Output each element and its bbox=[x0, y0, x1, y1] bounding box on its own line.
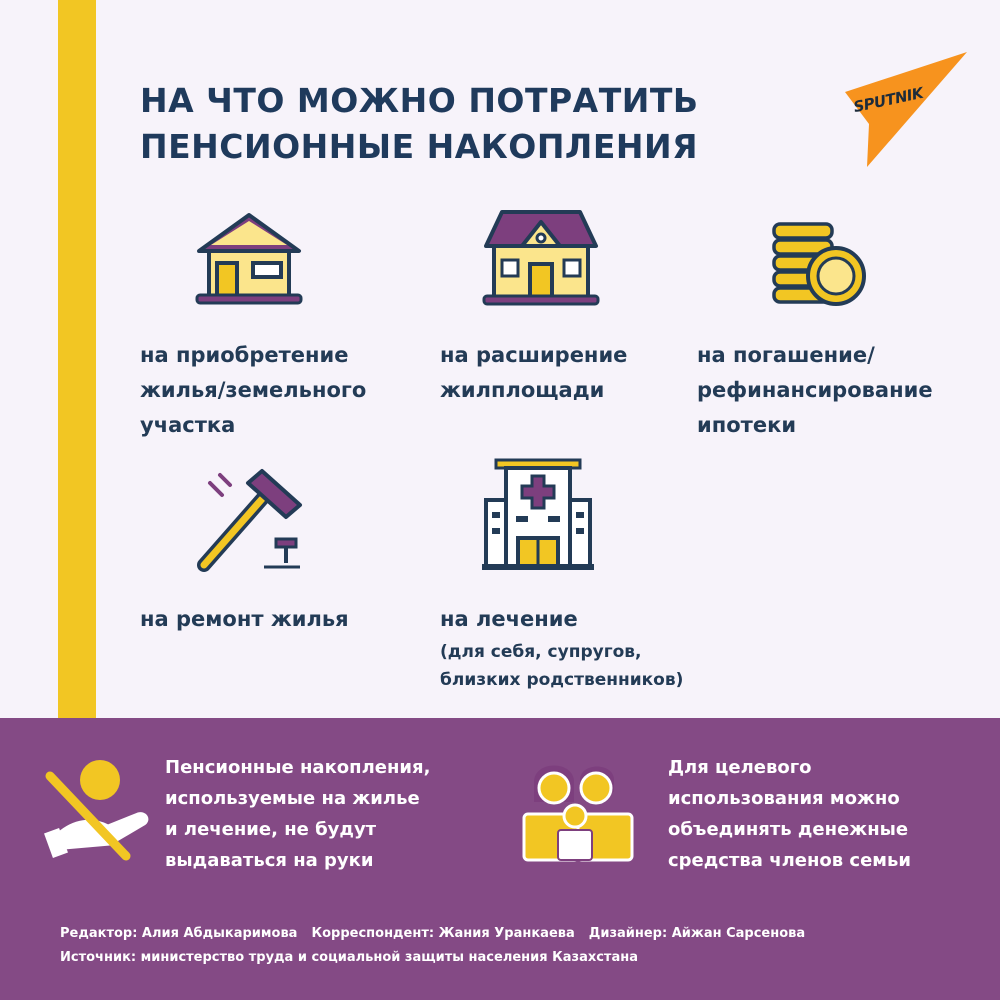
title-line-2: ПЕНСИОННЫЕ НАКОПЛЕНИЯ bbox=[140, 127, 699, 166]
note-line: Для целевого bbox=[668, 757, 812, 778]
caption-line: ипотеки bbox=[697, 413, 797, 437]
yellow-accent-bar bbox=[58, 0, 96, 718]
note-family-funds bbox=[668, 752, 988, 876]
caption-line: на лечение bbox=[440, 607, 578, 631]
credit-correspondent: Корреспондент: Жания Уранкаева bbox=[311, 926, 575, 941]
title-line-1: НА ЧТО МОЖНО ПОТРАТИТЬ bbox=[140, 81, 699, 120]
caption-line: участка bbox=[140, 413, 236, 437]
no-cash-hand-icon bbox=[40, 752, 158, 862]
family-icon bbox=[518, 752, 636, 862]
large-house-icon bbox=[482, 208, 600, 306]
caption-line: на приобретение bbox=[140, 343, 349, 367]
caption-line: на ремонт жилья bbox=[140, 607, 349, 631]
page-title bbox=[140, 78, 780, 170]
note-line: использования можно bbox=[668, 788, 900, 809]
caption-home-repair bbox=[140, 602, 420, 637]
hammer-icon bbox=[196, 465, 306, 575]
note-line: средства членов семьи bbox=[668, 850, 911, 871]
note-line: Пенсионные накопления, bbox=[165, 757, 431, 778]
caption-line: на погашение/ bbox=[697, 343, 875, 367]
credit-source: Источник: министерство труда и социальной защиты населения Казахстана bbox=[60, 950, 638, 965]
note-line: выдаваться на руки bbox=[165, 850, 374, 871]
note-line: и лечение, не будут bbox=[165, 819, 377, 840]
caption-treatment-note bbox=[440, 638, 740, 694]
caption-line: жилплощади bbox=[440, 378, 605, 402]
caption-sub-line: близких родственников) bbox=[440, 670, 684, 690]
credit-editor: Редактор: Алия Абдыкаримова bbox=[60, 926, 298, 941]
credits bbox=[60, 922, 960, 970]
note-line: объединять денежные bbox=[668, 819, 909, 840]
logo-text: SPUTNIK bbox=[851, 83, 925, 117]
house-icon bbox=[193, 205, 305, 305]
coins-icon bbox=[768, 220, 868, 308]
caption-line: жилья/земельного bbox=[140, 378, 367, 402]
caption-living-space-expansion bbox=[440, 338, 700, 408]
caption-line: рефинансирование bbox=[697, 378, 933, 402]
note-no-cash bbox=[165, 752, 485, 876]
caption-medical-treatment bbox=[440, 602, 720, 637]
credits-row-staff bbox=[60, 922, 960, 946]
caption-mortgage-repayment bbox=[697, 338, 992, 443]
caption-line: на расширение bbox=[440, 343, 628, 367]
caption-sub-line: (для себя, супругов, bbox=[440, 642, 642, 662]
credit-designer: Дизайнер: Айжан Сарсенова bbox=[588, 926, 806, 941]
note-line: используемые на жилье bbox=[165, 788, 420, 809]
caption-housing-purchase bbox=[140, 338, 420, 443]
hospital-icon bbox=[482, 458, 594, 572]
